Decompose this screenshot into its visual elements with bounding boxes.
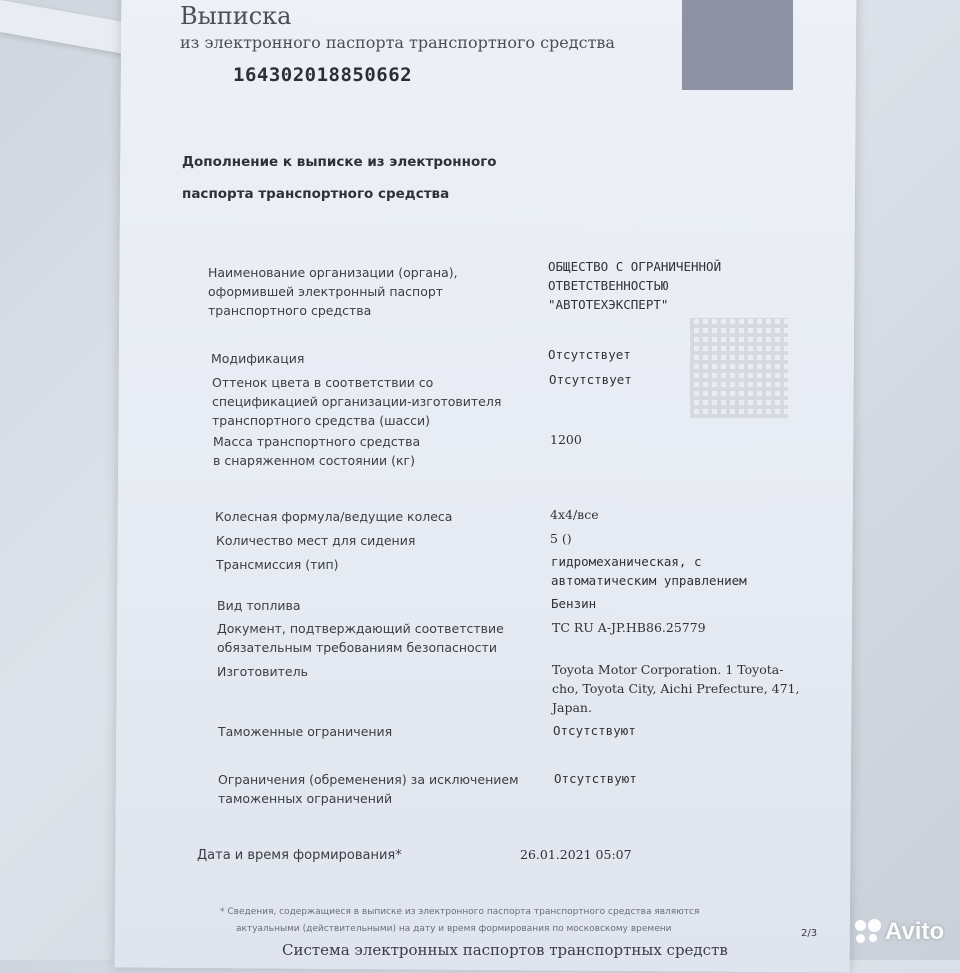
row-value-organization: ОБЩЕСТВО С ОГРАНИЧЕННОЙ ОТВЕТСТВЕННОСТЬЮ "АВТОТЕХЭКСПЕРТ" [548,259,722,312]
section-heading-line2: паспорта транспортного средства [182,186,450,202]
row-label-conformity-document: Документ, подтверждающий соответствие обязательным требованиям безопасности [217,621,504,655]
avito-watermark [855,918,944,946]
page-number: 2/3 [801,928,818,939]
document-subtitle: из электронного паспорта транспортного средства [180,33,615,52]
row-label-modification: Модификация [211,351,305,366]
avito-watermark-text: Avito [885,918,945,945]
row-value-color-shade: Отсутствует [549,372,632,387]
passport-number: 164302018850662 [233,64,413,86]
row-value-encumbrances: Отсутствуют [554,771,637,786]
row-value-transmission: гидромеханическая, с автоматическим управлением [551,554,747,588]
formation-datetime-label: Дата и время формирования* [197,848,402,863]
qr-code-ghost [690,318,788,418]
row-value-conformity-document: ТС RU A-JP.HB86.25779 [552,620,706,635]
formation-datetime-value: 26.01.2021 05:07 [520,847,632,862]
row-label-mass: Масса транспортного средства в снаряженном состоянии (кг) [213,434,421,468]
document-sheet [115,0,857,973]
avito-logo-icon [855,919,881,945]
row-label-encumbrances: Ограничения (обременения) за исключением таможенных ограничений [218,772,519,806]
footnote-line1: * Сведения, содержащиеся в выписке из электронного паспорта транспортного средства являются [220,907,700,917]
document-title: Выписка [180,2,292,30]
row-label-manufacturer: Изготовитель [217,664,308,679]
redacted-block [682,0,793,90]
row-value-wheel-formula: 4x4/все [550,507,599,522]
row-label-customs-restrictions: Таможенные ограничения [218,724,393,739]
row-value-fuel: Бензин [551,596,597,611]
row-label-color-shade: Оттенок цвета в соответствии со спецификацией организации-изготовителя транспортного средства (шасси) [212,375,502,428]
section-heading-line1: Дополнение к выписке из электронного [182,154,497,170]
row-label-fuel: Вид топлива [217,598,301,613]
row-value-mass: 1200 [550,432,582,447]
row-label-wheel-formula: Колесная формула/ведущие колеса [215,509,453,524]
system-title: Система электронных паспортов транспортных средств [282,941,728,959]
row-value-manufacturer: Toyota Motor Corporation. 1 Toyota- cho, Toyota City, Aichi Prefecture, 471, Japan. [552,662,800,715]
row-label-seats: Количество мест для сидения [216,533,416,548]
row-value-modification: Отсутствует [548,347,631,362]
row-value-customs-restrictions: Отсутствуют [553,723,636,738]
row-value-seats: 5 () [550,531,572,546]
footnote-line2: актуальными (действительными) на дату и время формирования по московскому времени [236,924,672,934]
row-label-transmission: Трансмиссия (тип) [216,557,339,572]
row-label-organization: Наименование организации (органа), оформившей электронный паспорт транспортного средства [208,265,458,318]
